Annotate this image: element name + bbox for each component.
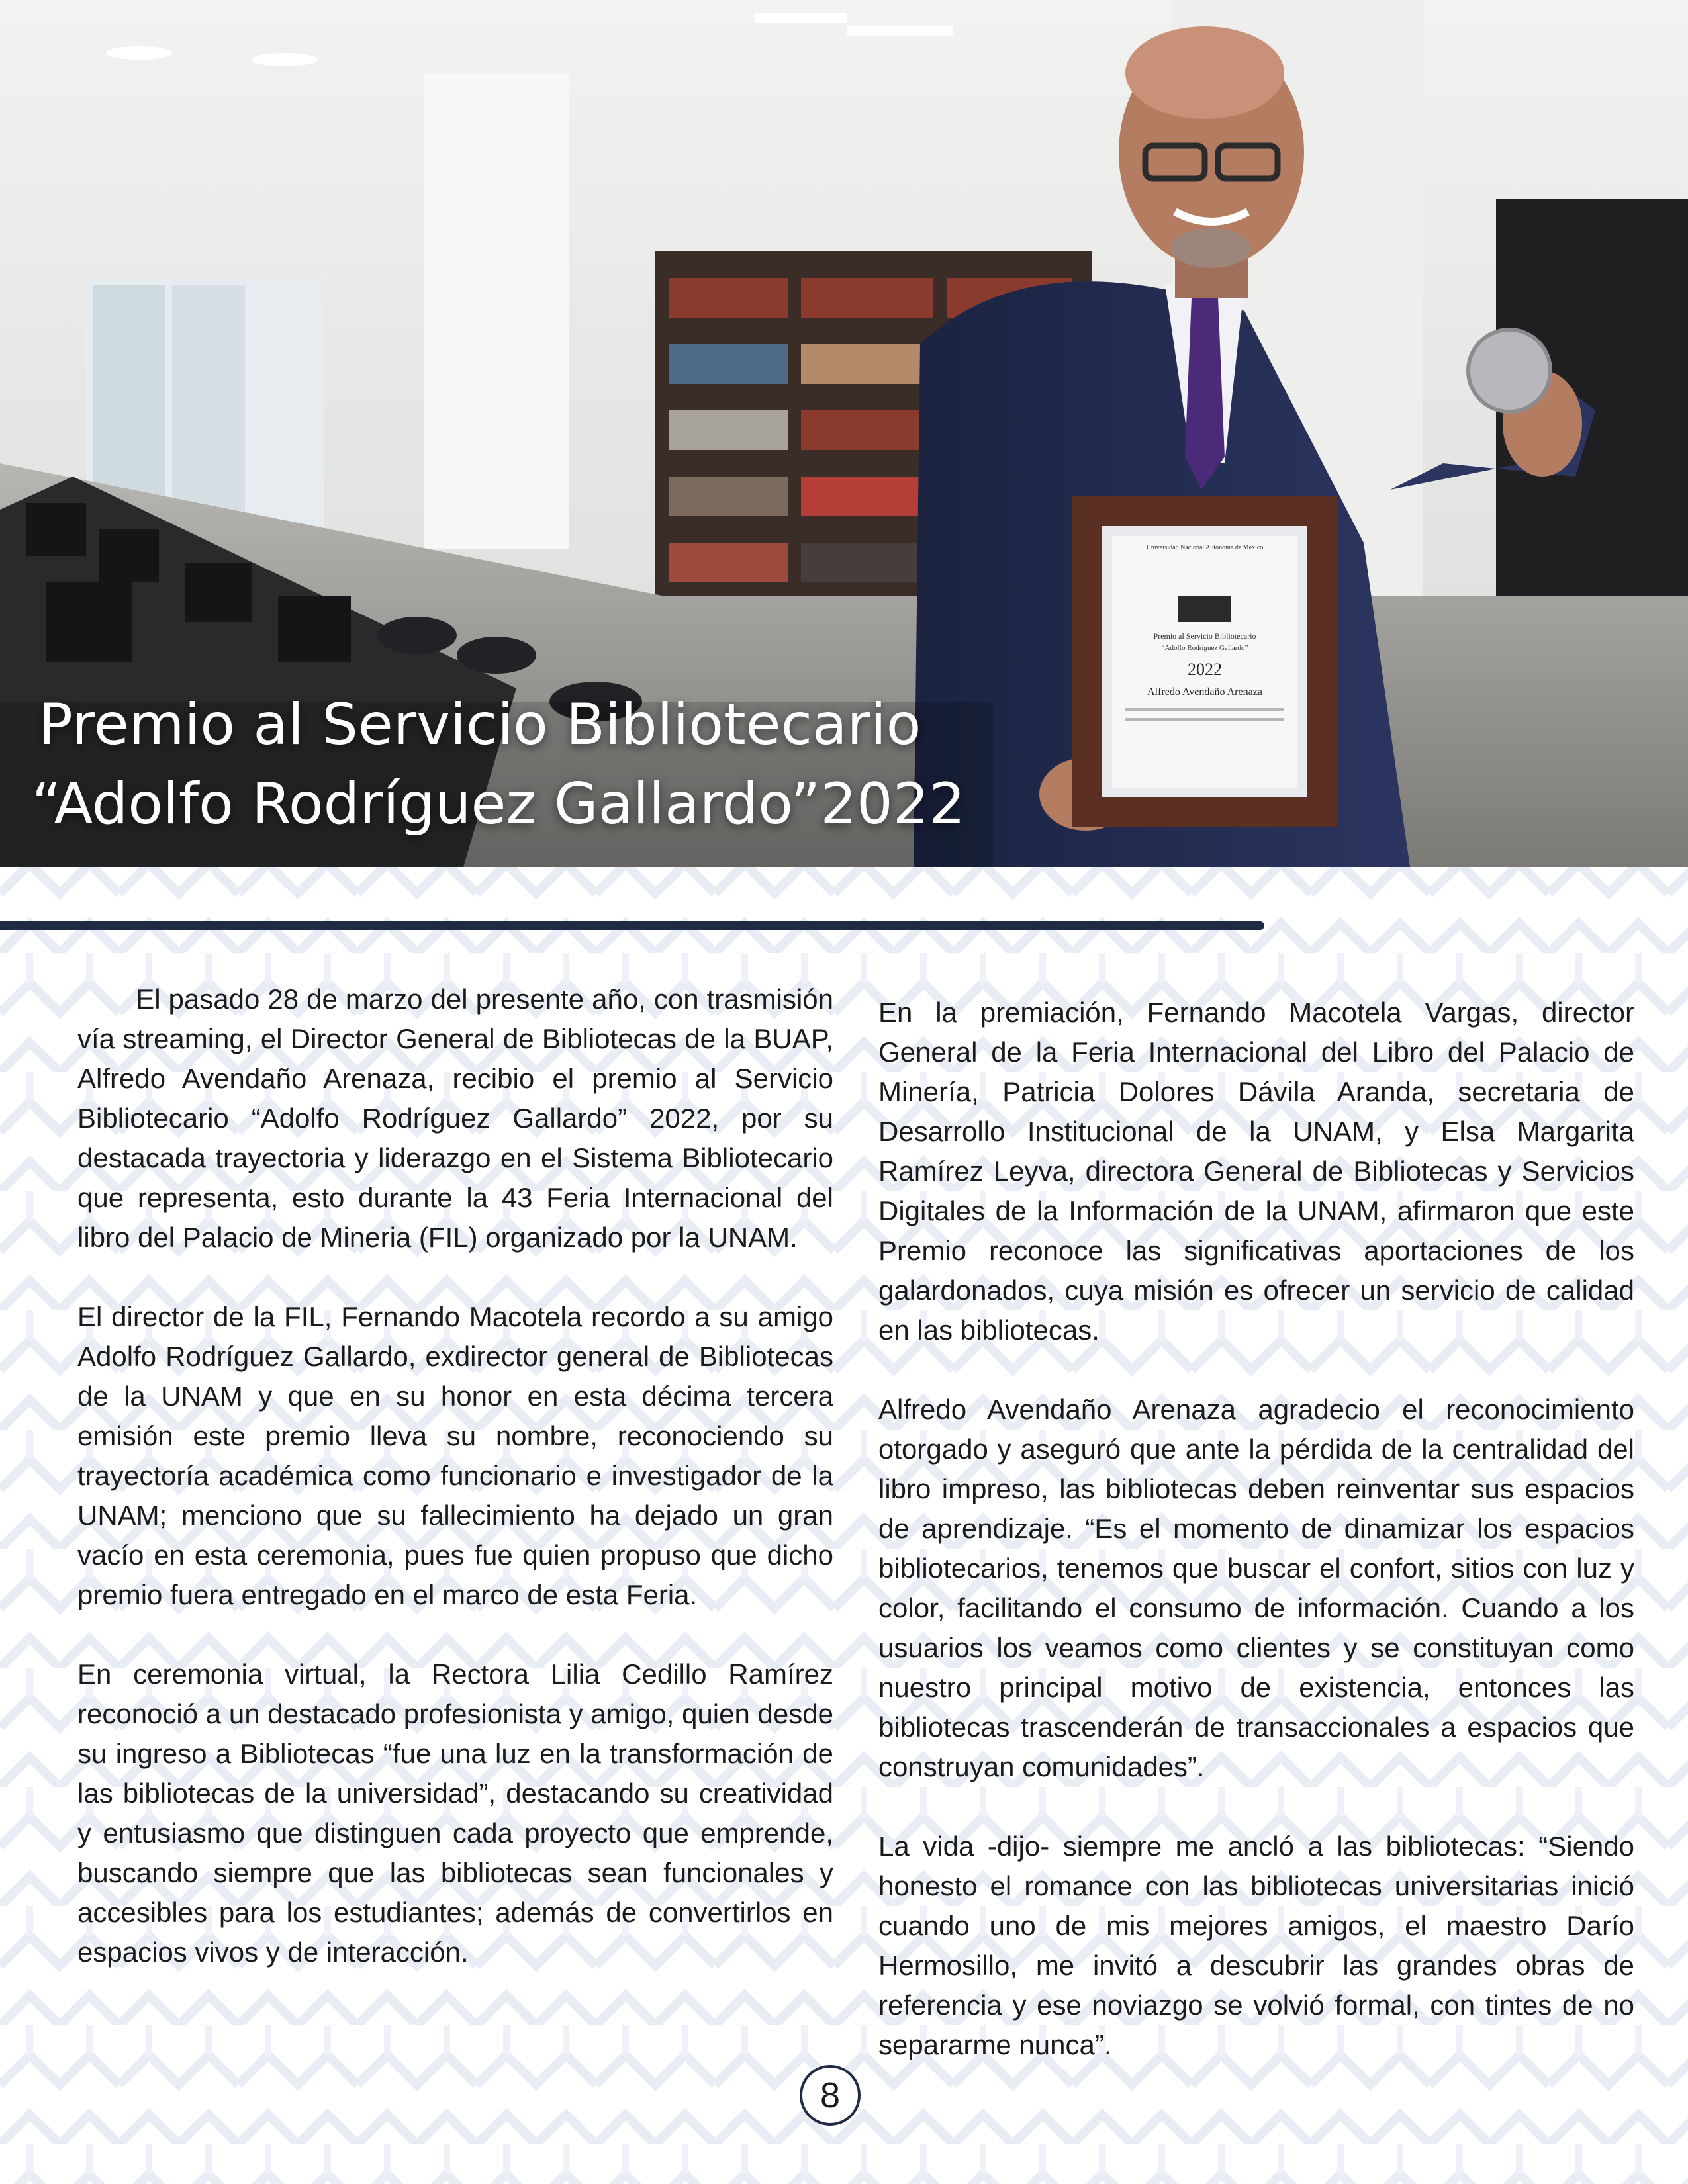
title-line-2: “Adolfo Rodríguez Gallardo”2022 <box>32 771 966 837</box>
paragraph: El pasado 28 de marzo del presente año, con trasmisión vía streaming, el Director General de Bibliotecas de la BUAP, Alfredo Avendaño Arenaza, recibio el premio al Servicio Bibliotecario “Adolfo Rodríguez Gallardo” 2022, por su destacada trayectoria y liderazgo en el Sistema Bibliotecario que representa, esto durante la 43 Feria Internacional del libro del Palacio de Mineria (FIL) organizado por la UNAM. <box>77 983 833 1253</box>
page-number: 8 <box>800 2065 861 2126</box>
hero-title <box>32 685 965 844</box>
plaque-award: Premio al Servicio Bibliotecario <box>1153 631 1256 641</box>
paragraph: En ceremonia virtual, la Rectora Lilia Cedillo Ramírez reconoció a un destacado profesionista y amigo, quien desde su ingreso a Bibliotecas “fue una luz en la transformación de las bibliotecas de la universidad”, destacando su creatividad y entusiasmo que distinguen cada proyecto que emprende, buscando siempre que las bibliotecas sean funcionales y accesibles para los estudiantes; además de convertirlos en espacios vivos y de interacción. <box>77 1659 833 1968</box>
award-plaque <box>1072 496 1337 827</box>
paragraph: La vida -dijo- siempre me ancló a las bibliotecas: “Siendo honesto el romance con las bibliotecas universitarias inició cuando uno de mis mejores amigos, el maestro Darío Hermosillo, me invitó a descubrir las grandes obras de referencia y ese noviazgo se volvió formal, con tintes de no separarme nunca”. <box>878 1831 1634 2060</box>
plaque-institution: Universidad Nacional Autónoma de México <box>1146 544 1264 551</box>
paragraph: El director de la FIL, Fernando Macotela recordo a su amigo Adolfo Rodríguez Gallardo, exdirector general de Bibliotecas de la UNAM y que en su honor en esta décima tercera emisión este premio lleva su nombre, reconociendo su trayectoría académica como funcionario e investigador de la UNAM; menciono que su fallecimiento ha dejado un gran vacío en esta ceremonia, pues fue quien propuso que dicho premio fuera entregado en el marco de esta Feria. <box>77 1301 833 1610</box>
hero-photo <box>0 0 1688 867</box>
title-line-1: Premio al Servicio Bibliotecario <box>38 692 921 758</box>
paragraph: Alfredo Avendaño Arenaza agradecio el reconocimiento otorgado y aseguró que ante la pérdida de la centralidad del libro impreso, las bibliotecas deben reinventar sus espacios de aprendizaje. “Es el momento de dinamizar los espacios bibliotecarios, tenemos que buscar el confort, sitios con luz y color, facilitando el consumo de información. Cuando a los usuarios los veamos como clientes y se constituyan como nuestro principal motivo de existencia, entonces las bibliotecas trascenderán de transaccionales a espacios que construyan comunidades”. <box>878 1394 1634 1782</box>
plaque-award-name: “Adolfo Rodríguez Gallardo” <box>1161 644 1248 652</box>
paragraph: En la premiación, Fernando Macotela Vargas, director General de la Feria Internacional del Libro del Palacio de Minería, Patricia Dolores Dávila Aranda, secretaria de Desarrollo Institucional de la UNAM, y Elsa Margarita Ramírez Leyva, directora General de Bibliotecas y Servicios Digitales de la Información de la UNAM, afirmaron que este Premio reconoce las significativas aportaciones de los galardonados, cuya misión es ofrecer un servicio de calidad en las bibliotecas. <box>878 997 1634 1345</box>
article-left-column <box>77 979 833 1972</box>
plaque-year: 2022 <box>1188 660 1222 679</box>
section-divider <box>0 921 1264 930</box>
plaque-recipient: Alfredo Avendaño Arenaza <box>1147 686 1262 698</box>
article-right-column <box>878 993 1634 2065</box>
